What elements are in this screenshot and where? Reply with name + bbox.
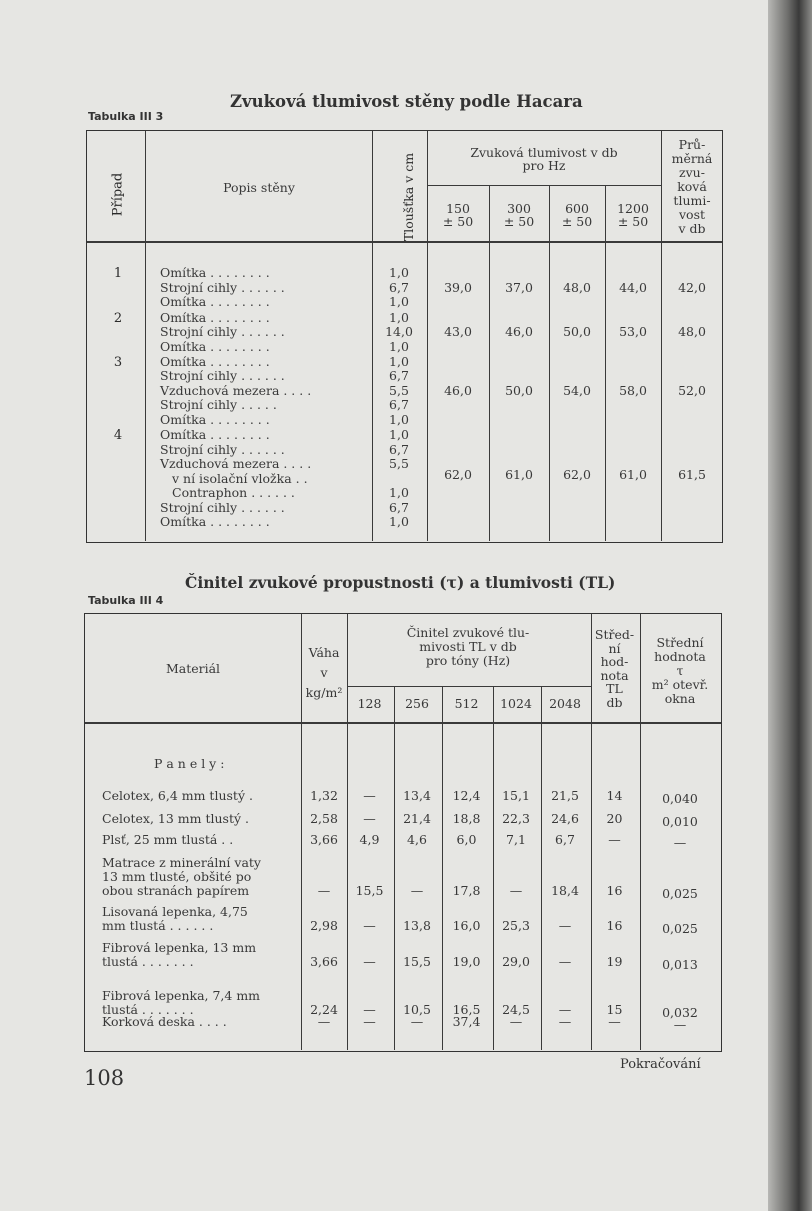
layer-thickness: 14,0 <box>385 324 413 339</box>
case-number: 2 <box>113 311 123 326</box>
layer-desc: Vzduchová mezera . . . . <box>160 383 312 398</box>
mid-tl-value: 19 <box>606 954 623 969</box>
value-600: 54,0 <box>563 383 591 398</box>
tl-value: 6,7 <box>555 832 575 847</box>
layer-desc: Omítka . . . . . . . . <box>160 310 270 325</box>
table1-header-thickness: Tloušťka v cm <box>401 152 416 242</box>
table1-header-case: Případ <box>110 172 126 217</box>
layer-thickness: 6,7 <box>389 397 409 412</box>
table1-header-freq-300: 300 ± 50 <box>503 201 535 229</box>
table1-label: Tabulka III 3 <box>88 110 164 123</box>
tl-value: 22,3 <box>502 811 530 826</box>
tl-value: 16,5 <box>452 1002 481 1017</box>
layer-desc: Omítka . . . . . . . . <box>160 514 270 529</box>
tl-value: 25,3 <box>502 918 530 933</box>
layer-desc: v ní isolační vložka . . <box>172 471 308 486</box>
tau-value: — <box>673 1017 687 1032</box>
table2-header-freq-1024: 1024 <box>500 696 532 711</box>
tl-value: 21,4 <box>403 811 431 826</box>
table1-header-desc: Popis stěny <box>223 180 295 195</box>
material-name: tlustá . . . . . . . <box>102 1002 194 1017</box>
value-300: 50,0 <box>505 383 533 398</box>
tl-value: — <box>509 1014 523 1029</box>
layer-thickness: 1,0 <box>389 339 409 354</box>
layer-thickness: 6,7 <box>389 280 409 295</box>
tl-value: 17,8 <box>452 883 481 898</box>
value-150: 62,0 <box>444 467 472 482</box>
material-name: Celotex, 6,4 mm tlustý . <box>102 788 253 803</box>
tl-value: 15,5 <box>403 954 431 969</box>
tl-value: 21,5 <box>551 788 579 803</box>
tl-value: 4,9 <box>359 832 380 847</box>
case-number: 3 <box>113 355 123 370</box>
mid-tl-value: — <box>608 832 621 847</box>
material-weight: 2,58 <box>310 811 338 826</box>
tau-value: 0,025 <box>662 921 698 936</box>
material-weight: 3,66 <box>310 954 338 969</box>
continuation-note: Pokračování <box>620 1057 701 1072</box>
layer-desc: Strojní cihly . . . . . . <box>160 368 285 383</box>
table1-title: Zvuková tlumivost stěny podle Hacara <box>230 92 583 111</box>
tl-value: — <box>363 811 376 826</box>
section-heading: P a n e l y : <box>154 756 225 771</box>
layer-thickness: 1,0 <box>389 427 409 442</box>
tl-value: 13,8 <box>403 918 431 933</box>
material-name: obou stranách papírem <box>102 883 250 898</box>
value-600: 48,0 <box>563 280 591 295</box>
tau-value: 0,040 <box>662 791 698 806</box>
value-300: 37,0 <box>505 280 533 295</box>
layer-desc: Vzduchová mezera . . . . <box>160 456 312 471</box>
tl-value: — <box>410 1014 424 1029</box>
layer-desc: Omítka . . . . . . . . <box>160 294 270 309</box>
material-name: Fibrová lepenka, 13 mm <box>102 940 257 955</box>
value-150: 39,0 <box>444 280 472 295</box>
tl-value: 16,0 <box>452 918 481 933</box>
value-1200: 53,0 <box>619 324 647 339</box>
layer-thickness: 1,0 <box>389 514 409 529</box>
layer-thickness: 6,7 <box>389 442 409 457</box>
tl-value: — <box>558 918 572 933</box>
tau-value: 0,013 <box>662 957 698 972</box>
tl-value: — <box>363 788 376 803</box>
table2-header-mid-tl: Střed- ní hod- nota TL db <box>594 627 635 710</box>
tl-value: 13,4 <box>403 788 431 803</box>
tau-value: 0,025 <box>662 886 698 901</box>
mid-tl-value: 15 <box>606 1002 623 1017</box>
tau-value: 0,032 <box>662 1005 698 1020</box>
table2-label: Tabulka III 4 <box>88 594 164 607</box>
mid-tl-value: 14 <box>606 788 623 803</box>
layer-thickness: 1,0 <box>389 412 409 427</box>
layer-thickness: 1,0 <box>389 310 409 325</box>
table2-header-group: Činitel zvukové tlu- mivosti TL v db pro tóny (Hz) <box>406 625 530 668</box>
tl-value: — <box>410 883 424 898</box>
layer-desc: Omítka . . . . . . . . <box>160 339 270 354</box>
value-150: 43,0 <box>444 324 472 339</box>
layer-thickness: 5,5 <box>389 456 409 471</box>
layer-desc: Strojní cihly . . . . . . <box>160 324 285 339</box>
tl-value: — <box>363 918 376 933</box>
material-name: Fibrová lepenka, 7,4 mm <box>102 988 261 1003</box>
material-name: Celotex, 13 mm tlustý . <box>102 811 249 826</box>
layer-desc: Strojní cihly . . . . . <box>160 397 277 412</box>
tau-value: 0,010 <box>662 814 698 829</box>
layer-desc: Omítka . . . . . . . . <box>160 265 270 280</box>
layer-desc: Omítka . . . . . . . . <box>160 412 270 427</box>
tl-value: 24,5 <box>502 1002 530 1017</box>
table2-header-tau: Střední hodnota τ m² otevř. okna <box>651 635 709 706</box>
layer-thickness: 5,5 <box>389 383 409 398</box>
tl-value: 18,4 <box>551 883 579 898</box>
value-300: 46,0 <box>505 324 533 339</box>
value-600: 50,0 <box>563 324 591 339</box>
page-number: 108 <box>84 1066 125 1090</box>
layer-thickness: 1,0 <box>389 485 409 500</box>
table1-header-group: Zvuková tlumivost v db pro Hz <box>470 145 618 173</box>
mid-tl-value: 20 <box>606 811 623 826</box>
table2-header-material: Materiál <box>165 661 221 676</box>
tl-value: 37,4 <box>452 1014 481 1029</box>
value-1200: 58,0 <box>619 383 647 398</box>
book-binding-shadow <box>768 0 812 1211</box>
layer-desc: Omítka . . . . . . . . <box>160 427 270 442</box>
material-weight: 3,66 <box>310 832 338 847</box>
value-average: 52,0 <box>678 383 706 398</box>
material-name: mm tlustá . . . . . . <box>102 918 214 933</box>
table2-header-freq-512: 512 <box>454 696 479 711</box>
table2-header-freq-128: 128 <box>357 696 382 711</box>
layer-thickness: 1,0 <box>389 354 409 369</box>
material-weight: — <box>317 883 331 898</box>
tl-value: — <box>363 1014 376 1029</box>
material-name: Matrace z minerální vaty <box>102 855 261 870</box>
tl-value: — <box>558 954 572 969</box>
value-600: 62,0 <box>563 467 591 482</box>
tau-value: — <box>673 835 687 850</box>
tl-value: — <box>509 883 523 898</box>
tl-value: 19,0 <box>452 954 481 969</box>
mid-tl-value: 16 <box>606 883 623 898</box>
layer-desc: Strojní cihly . . . . . . <box>160 500 285 515</box>
table2-header-freq-2048: 2048 <box>549 696 581 711</box>
tl-value: — <box>363 1002 376 1017</box>
layer-thickness: 1,0 <box>389 294 409 309</box>
layer-desc: Omítka . . . . . . . . <box>160 354 270 369</box>
tl-value: 15,5 <box>355 883 384 898</box>
tl-value: 4,6 <box>407 832 427 847</box>
material-weight: 1,32 <box>310 788 338 803</box>
value-average: 42,0 <box>678 280 706 295</box>
table1-header-freq-150: 150 ± 50 <box>442 201 474 229</box>
value-average: 48,0 <box>678 324 706 339</box>
value-1200: 61,0 <box>619 467 647 482</box>
tl-value: 18,8 <box>452 811 481 826</box>
tl-value: 15,1 <box>502 788 530 803</box>
layer-desc: Contraphon . . . . . . <box>172 485 295 500</box>
tl-value: 29,0 <box>502 954 530 969</box>
tl-value: 10,5 <box>403 1002 431 1017</box>
tl-value: — <box>363 954 376 969</box>
table2-title: Činitel zvukové propustnosti (τ) a tlumivosti (TL) <box>185 573 616 592</box>
tl-value: 24,6 <box>551 811 579 826</box>
material-name: Plsť, 25 mm tlustá . . <box>102 832 234 847</box>
table2-header-freq-256: 256 <box>405 696 429 711</box>
value-1200: 44,0 <box>619 280 647 295</box>
layer-thickness: 6,7 <box>389 368 409 383</box>
material-name: Lisovaná lepenka, 4,75 <box>102 904 248 919</box>
material-weight: 2,98 <box>310 918 338 933</box>
case-number: 1 <box>113 266 123 281</box>
layer-thickness: 1,0 <box>389 265 409 280</box>
layer-desc: Strojní cihly . . . . . . <box>160 442 285 457</box>
table2-header-weight: Váha v kg/m² <box>305 645 343 700</box>
mid-tl-value: 16 <box>606 918 623 933</box>
value-300: 61,0 <box>505 467 533 482</box>
mid-tl-value: — <box>608 1014 621 1029</box>
table1-header-freq-1200: 1200 ± 50 <box>617 201 649 229</box>
tl-value: — <box>558 1002 572 1017</box>
tl-value: 7,1 <box>506 832 526 847</box>
value-150: 46,0 <box>444 383 472 398</box>
layer-desc: Strojní cihly . . . . . . <box>160 280 285 295</box>
tl-value: 12,4 <box>452 788 481 803</box>
layer-thickness: 6,7 <box>389 500 409 515</box>
table1-header-average: Prů- měrná zvu- ková tlumi- vost v db <box>671 137 713 236</box>
value-average: 61,5 <box>678 467 706 482</box>
material-name: 13 mm tlusté, obšité po <box>102 869 252 884</box>
table1-header-freq-600: 600 ± 50 <box>561 201 593 229</box>
material-weight: — <box>317 1014 331 1029</box>
material-weight: 2,24 <box>310 1002 338 1017</box>
tl-value: — <box>558 1014 572 1029</box>
material-name: tlustá . . . . . . . <box>102 954 194 969</box>
case-number: 4 <box>113 428 123 443</box>
tl-value: 6,0 <box>456 832 477 847</box>
material-name: Korková deska . . . . <box>102 1014 227 1029</box>
